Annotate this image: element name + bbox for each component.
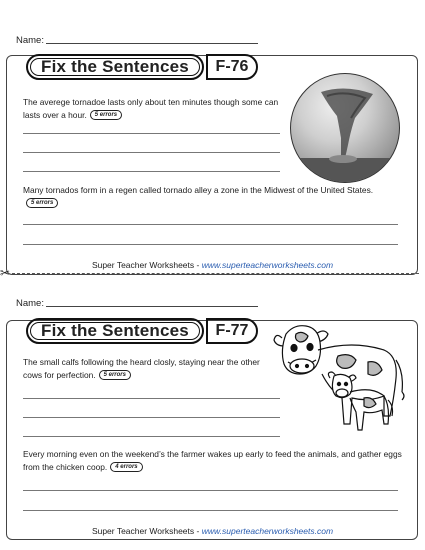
errors-badge: 5 errors (90, 110, 122, 120)
errors-badge: 5 errors (99, 370, 131, 380)
title-text-2: Fix the Sentences (41, 321, 189, 340)
footer-2 (0, 526, 425, 536)
answer-line[interactable] (23, 490, 398, 491)
tornado-icon (291, 74, 399, 182)
title-text-1: Fix the Sentences (41, 57, 189, 76)
tornado-image (290, 73, 400, 183)
sentence-2-2 (23, 448, 408, 473)
footer-url[interactable]: www.superteacherworksheets.com (201, 526, 334, 536)
errors-badge: 5 errors (26, 198, 58, 208)
answer-line[interactable] (23, 133, 280, 134)
answer-line[interactable] (23, 244, 398, 245)
cow-and-calf-image (272, 320, 412, 442)
cut-line (12, 273, 419, 274)
sentence-1-2 (23, 184, 408, 209)
answer-line[interactable] (23, 436, 280, 437)
title-pill-1 (26, 54, 204, 80)
code-pill-2: F-77 (206, 318, 258, 344)
cow-icon (272, 320, 412, 442)
sentence-2-1 (23, 356, 278, 381)
answer-line[interactable] (23, 224, 398, 225)
title-pill-2 (26, 318, 204, 344)
sentence-text: Every morning even on the weekend’s the farmer wakes up early to feed the animals, and gather eggs from the chicken coop. (23, 449, 402, 472)
errors-badge: 4 errors (110, 462, 142, 472)
name-label-1: Name: (16, 35, 44, 46)
footer-site: Super Teacher Worksheets - (91, 526, 202, 536)
sentence-text: Many tornados form in a regen called tornado alley a zone in the Midwest of the United States. (23, 185, 374, 195)
name-line-2[interactable] (46, 306, 258, 307)
answer-line[interactable] (23, 398, 280, 399)
scissors-icon: ✂ (0, 266, 11, 280)
footer-1 (0, 260, 425, 270)
sentence-text: The averege tornadoe lasts only about ten minutes though some can lasts over a hour. (23, 97, 279, 120)
answer-line[interactable] (23, 171, 280, 172)
name-line-1[interactable] (46, 43, 258, 44)
answer-line[interactable] (23, 510, 398, 511)
footer-site: Super Teacher Worksheets - (91, 260, 202, 270)
answer-line[interactable] (23, 152, 280, 153)
sentence-text: The small calfs following the heard closly, staying near the other cows for perfection. (23, 357, 260, 380)
name-label-2: Name: (16, 298, 44, 309)
footer-url[interactable]: www.superteacherworksheets.com (201, 260, 334, 270)
sentence-1-1 (23, 96, 285, 121)
code-pill-1: F-76 (206, 54, 258, 80)
answer-line[interactable] (23, 417, 280, 418)
